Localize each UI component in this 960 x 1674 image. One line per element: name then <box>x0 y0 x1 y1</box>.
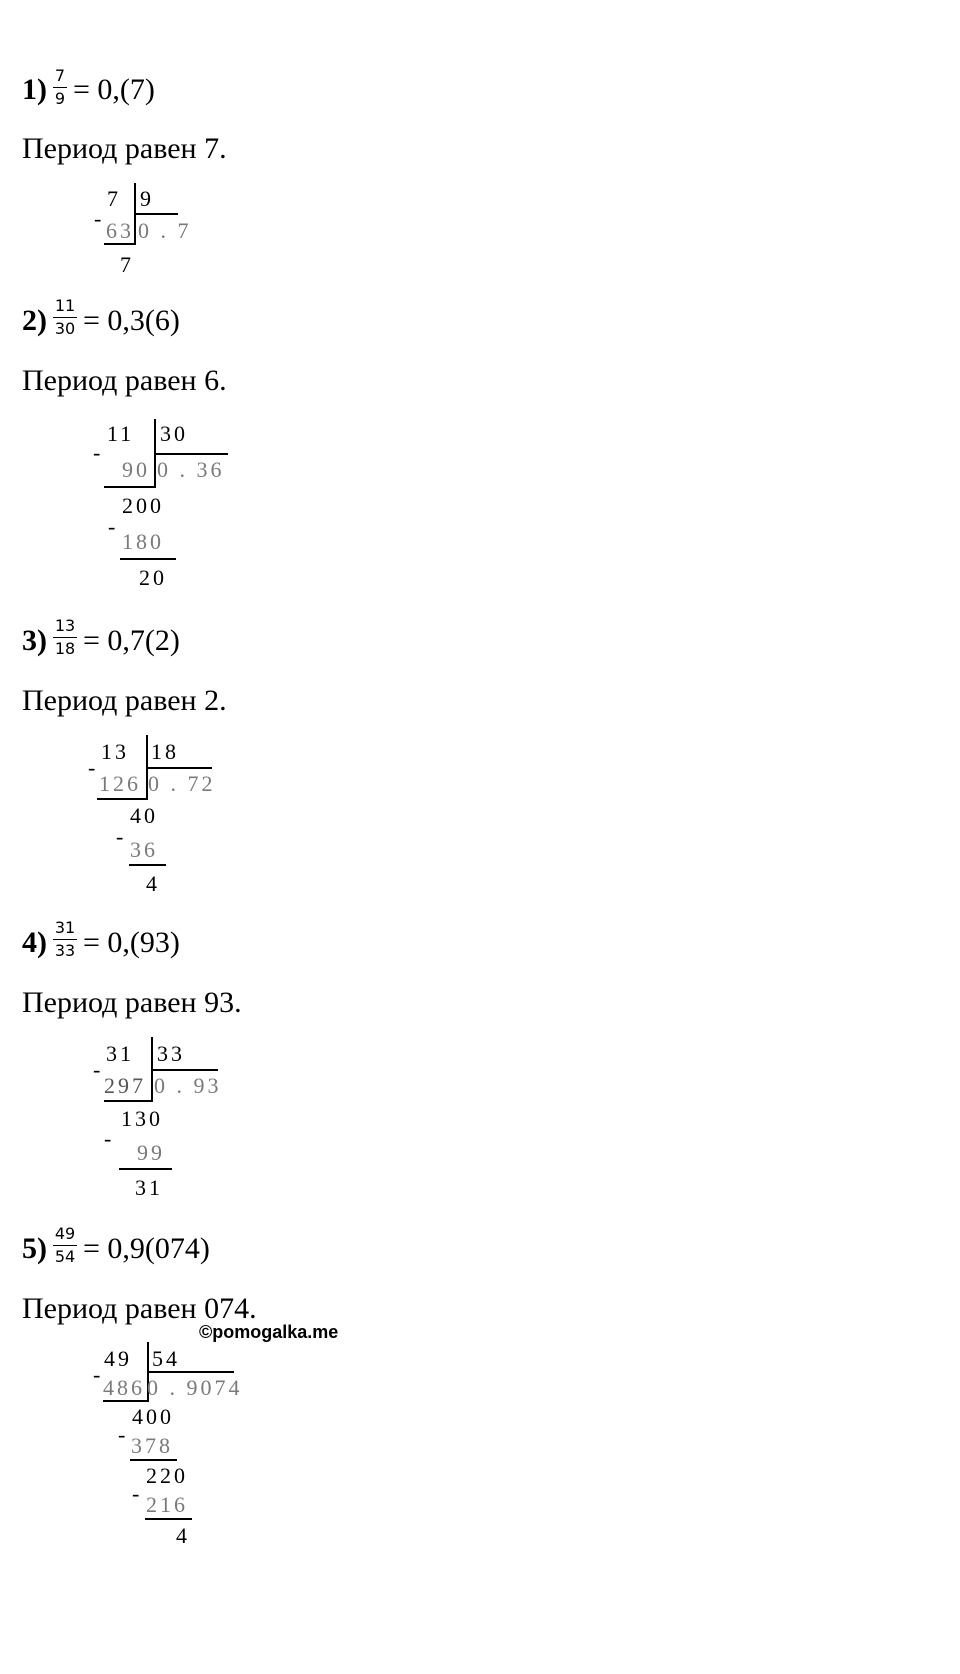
denominator: 9 <box>54 89 66 108</box>
minus-sign: - <box>132 1481 140 1506</box>
remainder: 130 <box>121 1106 163 1131</box>
subtrahend: 90 <box>122 457 150 482</box>
subtraction-line <box>120 558 176 560</box>
subtrahend: 36 <box>130 837 158 862</box>
period-text: Период равен 074. <box>22 1292 257 1325</box>
subtrahend: 378 <box>131 1433 173 1458</box>
fraction-bar <box>53 1245 77 1246</box>
minus-sign: - <box>116 824 124 849</box>
subtrahend: 99 <box>137 1140 165 1165</box>
problem-5-equation <box>22 1234 47 1264</box>
remainder: 4 <box>176 1523 190 1548</box>
remainder: 200 <box>122 493 164 518</box>
quotient: 0 . 7 <box>138 218 192 243</box>
problem-number: 5) <box>22 1232 47 1265</box>
fraction <box>53 297 77 338</box>
minus-sign: - <box>118 1422 126 1447</box>
watermark: ©pomogalka.me <box>199 1322 339 1342</box>
divisor: 9 <box>140 186 154 211</box>
quotient: 0 . 9074 <box>147 1375 243 1400</box>
remainder: 220 <box>146 1463 188 1488</box>
subtraction-line <box>103 1400 149 1402</box>
divisor-underline <box>154 453 228 455</box>
numerator: 49 <box>54 1224 76 1243</box>
subtraction-line <box>119 1168 172 1170</box>
remainder: 400 <box>132 1404 174 1429</box>
subtraction-line <box>104 486 156 488</box>
minus-sign: - <box>94 206 102 231</box>
problem-3-equation <box>22 626 47 656</box>
remainder: 31 <box>135 1175 163 1200</box>
period-text: Период равен 7. <box>22 132 227 165</box>
numerator: 13 <box>54 616 76 635</box>
denominator: 54 <box>54 1247 76 1266</box>
dividend: 49 <box>104 1346 132 1371</box>
fraction <box>53 1225 77 1266</box>
quotient: 0 . 93 <box>154 1073 222 1098</box>
divisor-underline <box>147 1371 234 1373</box>
divisor: 18 <box>151 739 179 764</box>
subtrahend: 126 <box>99 771 141 796</box>
period-text: Период равен 93. <box>22 986 242 1019</box>
subtrahend: 297 <box>104 1073 146 1098</box>
fraction-bar <box>53 939 77 940</box>
subtraction-line <box>104 1100 153 1102</box>
subtraction-line <box>130 1459 177 1461</box>
numerator: 11 <box>54 296 76 315</box>
minus-sign: - <box>104 1126 112 1151</box>
minus-sign: - <box>93 1057 101 1082</box>
subtrahend: 486 <box>103 1375 145 1400</box>
remainder: 40 <box>130 803 158 828</box>
dividend: 11 <box>107 421 135 446</box>
divisor-underline <box>134 213 178 215</box>
result: = 0,3(6) <box>83 304 180 337</box>
dividend: 13 <box>101 739 129 764</box>
problem-number: 3) <box>22 624 47 657</box>
denominator: 30 <box>54 319 76 338</box>
subtraction-line <box>104 243 136 245</box>
divisor: 33 <box>157 1041 185 1066</box>
divisor-underline <box>151 1069 218 1071</box>
problem-number: 1) <box>22 73 47 106</box>
remainder: 20 <box>139 565 167 590</box>
problem-1-equation <box>22 75 47 105</box>
subtraction-line <box>129 864 166 866</box>
problem-number: 4) <box>22 926 47 959</box>
divisor: 54 <box>152 1346 180 1371</box>
fraction-bar <box>53 317 77 318</box>
subtrahend: 216 <box>146 1492 188 1517</box>
numerator: 7 <box>54 66 66 85</box>
minus-sign: - <box>93 1362 101 1387</box>
fraction-bar <box>53 637 77 638</box>
dividend: 7 <box>107 186 121 211</box>
result: = 0,7(2) <box>83 624 180 657</box>
result: = 0,(7) <box>73 73 155 106</box>
numerator: 31 <box>54 918 76 937</box>
divisor: 30 <box>160 421 188 446</box>
fraction <box>53 919 77 960</box>
problem-2-equation <box>22 306 47 336</box>
period-text: Период равен 6. <box>22 364 227 397</box>
dividend: 31 <box>106 1041 134 1066</box>
minus-sign: - <box>88 755 96 780</box>
quotient: 0 . 36 <box>157 457 225 482</box>
denominator: 33 <box>54 941 76 960</box>
divisor-underline <box>146 767 212 769</box>
fraction-bar <box>53 87 67 88</box>
problem-number: 2) <box>22 304 47 337</box>
result: = 0,(93) <box>83 926 180 959</box>
subtrahend: 63 <box>106 218 134 243</box>
minus-sign: - <box>108 514 116 539</box>
result: = 0,9(074) <box>83 1232 210 1265</box>
remainder: 4 <box>146 871 160 896</box>
fraction <box>53 67 67 108</box>
problem-4-equation <box>22 928 47 958</box>
subtraction-line <box>97 798 148 800</box>
subtrahend: 180 <box>122 529 164 554</box>
remainder: 7 <box>120 252 134 277</box>
subtraction-line <box>145 1518 192 1520</box>
quotient: 0 . 72 <box>148 771 216 796</box>
minus-sign: - <box>93 440 101 465</box>
fraction <box>53 617 77 658</box>
period-text: Период равен 2. <box>22 684 227 717</box>
denominator: 18 <box>54 639 76 658</box>
